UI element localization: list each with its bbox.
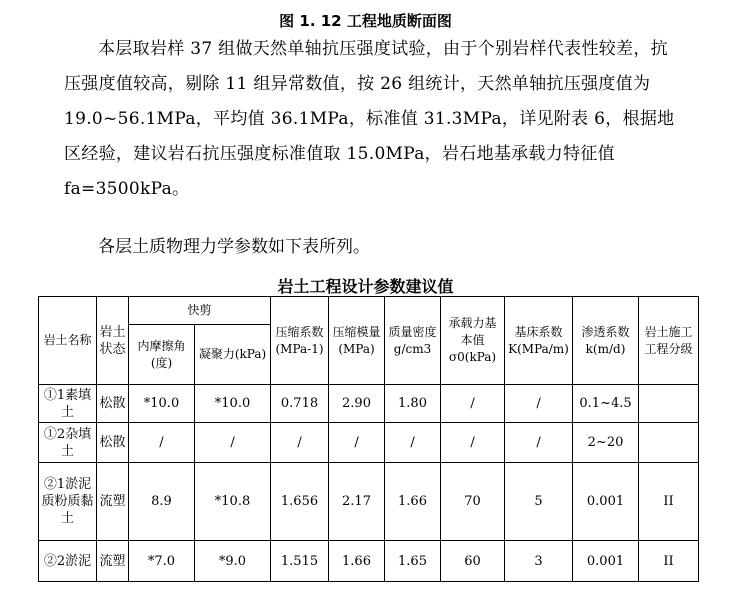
- table-title: 岩土工程设计参数建议值: [277, 277, 454, 296]
- cell-cohesion: /: [195, 423, 271, 463]
- cell-cohesion: *10.0: [195, 385, 271, 423]
- cell-friction: 8.9: [129, 463, 195, 541]
- cell-cohesion: *9.0: [195, 541, 271, 582]
- header-compress-mod: 压缩模量(MPa): [329, 297, 385, 385]
- cell-bearing: /: [441, 423, 505, 463]
- figure-caption: 图 1. 12 工程地质断面图: [279, 12, 452, 30]
- table-row: [39, 463, 699, 541]
- header-friction: 内摩擦角(度): [129, 325, 195, 385]
- header-cohesion: 凝聚力(kPa): [195, 325, 271, 385]
- cell-state: 流塑: [97, 541, 129, 582]
- cell-compress-mod: /: [329, 423, 385, 463]
- cell-friction: /: [129, 423, 195, 463]
- body-paragraph-1: 本层取岩样 37 组做天然单轴抗压强度试验，由于个别岩样代表性较差，抗压强度值较高，剔除 11 组异常数值，按 26 组统计，天然单轴抗压强度值为 19.0~56.1MPa，平均值 36.1MPa，标准值 31.3MPa，详见附表 6，根据地区经验，建议岩石抗压强度标准值取 15.0MPa，岩石地基承载力特征值 fa=3500kPa。: [64, 39, 675, 199]
- cell-permeability: 0.001: [573, 463, 639, 541]
- cell-compress-mod: 2.90: [329, 385, 385, 423]
- cell-subgrade: /: [505, 423, 573, 463]
- table-row: [39, 423, 699, 463]
- header-bearing: 承载力基本值σ0(kPa): [441, 297, 505, 385]
- parameters-table: [38, 296, 699, 582]
- cell-name: ①2杂填土: [39, 423, 97, 463]
- cell-compress-coef: 1.656: [271, 463, 329, 541]
- cell-bearing: 70: [441, 463, 505, 541]
- header-grade: 岩土施工工程分级: [639, 297, 699, 385]
- cell-density: 1.66: [385, 463, 441, 541]
- cell-state: 流塑: [97, 463, 129, 541]
- body-paragraph-2: 各层土质物理力学参数如下表所列。: [98, 237, 370, 257]
- cell-permeability: 2~20: [573, 423, 639, 463]
- cell-state: 松散: [97, 385, 129, 423]
- cell-grade: II: [639, 541, 699, 582]
- cell-friction: *10.0: [129, 385, 195, 423]
- table-header-row: [39, 297, 699, 325]
- cell-subgrade: 3: [505, 541, 573, 582]
- table-row: [39, 385, 699, 423]
- header-permeability: 渗透系数k(m/d): [573, 297, 639, 385]
- cell-name: ①1素填土: [39, 385, 97, 423]
- cell-bearing: 60: [441, 541, 505, 582]
- table-row: [39, 541, 699, 582]
- cell-friction: *7.0: [129, 541, 195, 582]
- header-state: 岩土状态: [97, 297, 129, 385]
- cell-grade: II: [639, 463, 699, 541]
- header-subgrade: 基床系数K(MPa/m): [505, 297, 573, 385]
- cell-grade: [639, 423, 699, 463]
- header-density: 质量密度g/cm3: [385, 297, 441, 385]
- cell-subgrade: /: [505, 385, 573, 423]
- cell-compress-coef: /: [271, 423, 329, 463]
- cell-density: 1.65: [385, 541, 441, 582]
- cell-compress-mod: 1.66: [329, 541, 385, 582]
- cell-state: 松散: [97, 423, 129, 463]
- cell-name: ②2淤泥: [39, 541, 97, 582]
- header-quick-shear: 快剪: [129, 297, 271, 325]
- cell-grade: [639, 385, 699, 423]
- header-name: 岩土名称: [39, 297, 97, 385]
- cell-cohesion: *10.8: [195, 463, 271, 541]
- header-compress-coef: 压缩系数(MPa-1): [271, 297, 329, 385]
- cell-bearing: /: [441, 385, 505, 423]
- cell-density: /: [385, 423, 441, 463]
- cell-compress-coef: 0.718: [271, 385, 329, 423]
- cell-subgrade: 5: [505, 463, 573, 541]
- cell-permeability: 0.1~4.5: [573, 385, 639, 423]
- cell-compress-mod: 2.17: [329, 463, 385, 541]
- cell-permeability: 0.001: [573, 541, 639, 582]
- cell-density: 1.80: [385, 385, 441, 423]
- cell-name: ②1淤泥质粉质黏土: [39, 463, 97, 541]
- cell-compress-coef: 1.515: [271, 541, 329, 582]
